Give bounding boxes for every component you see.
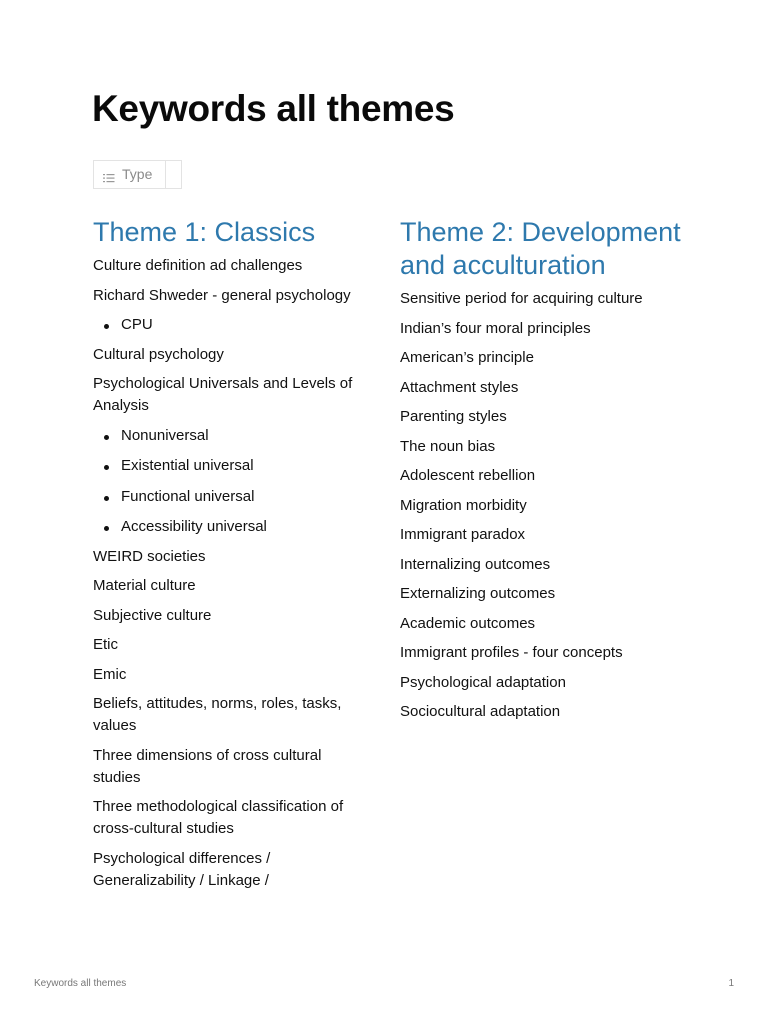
keyword-item: Externalizing outcomes xyxy=(400,585,556,602)
theme-1-column xyxy=(93,216,371,899)
bullet-icon xyxy=(104,435,109,440)
footer-page-number: 1 xyxy=(728,978,734,989)
keyword-item: Emic xyxy=(93,665,127,683)
keyword-item: Indian’s four moral principles xyxy=(400,319,591,337)
keyword-item: Attachment styles xyxy=(400,378,519,396)
keyword-item: Three methodological classification of cross-cultural studies xyxy=(93,798,344,837)
bullet-icon xyxy=(104,496,109,501)
keyword-item: The noun bias xyxy=(400,437,496,455)
bullet-icon xyxy=(104,465,109,470)
keyword-item: Culture definition ad challenges xyxy=(93,257,303,274)
bullet-item-label: Accessibility universal xyxy=(121,518,267,535)
keyword-item: American’s principle xyxy=(400,349,534,366)
keyword-item: Etic xyxy=(93,636,119,653)
keyword-item: Material culture xyxy=(93,577,196,594)
keyword-item: Internalizing outcomes xyxy=(400,555,551,573)
theme-2-column xyxy=(400,216,690,731)
bullet-icon xyxy=(104,324,109,329)
keyword-item: Immigrant profiles - four concepts xyxy=(400,644,623,661)
keyword-item: Immigrant paradox xyxy=(400,526,526,543)
bullet-item-label: Existential universal xyxy=(121,457,254,474)
keyword-item: Three dimensions of cross cultural studies xyxy=(93,746,322,786)
bullet-item-label: Functional universal xyxy=(121,487,255,505)
page-title: Keywords all themes xyxy=(92,88,455,129)
universals-sublist xyxy=(93,425,371,539)
bullet-icon xyxy=(104,526,109,531)
bullet-item xyxy=(93,314,371,336)
keyword-item: Cultural psychology xyxy=(93,345,224,363)
theme-2-heading: Theme 2: Development and acculturation xyxy=(400,217,681,280)
bullet-item-label: CPU xyxy=(121,316,153,333)
keyword-item: Sensitive period for acquiring culture xyxy=(400,290,643,307)
list-icon xyxy=(103,170,115,180)
keyword-item: WEIRD societies xyxy=(93,547,206,565)
type-property-value[interactable] xyxy=(165,161,181,188)
bullet-item xyxy=(93,455,371,477)
shweder-sublist xyxy=(93,314,371,336)
theme-1-heading: Theme 1: Classics xyxy=(93,217,316,247)
footer-doc-title: Keywords all themes xyxy=(34,978,127,989)
keyword-item: Parenting styles xyxy=(400,408,507,425)
bullet-item xyxy=(93,516,371,538)
keyword-item: Subjective culture xyxy=(93,606,212,624)
keyword-item: Richard Shweder - general psychology xyxy=(93,286,351,304)
bullet-item xyxy=(93,425,371,447)
type-property-label: Type xyxy=(122,166,153,182)
bullet-item-label: Nonuniversal xyxy=(121,426,209,444)
keyword-item: Psychological adaptation xyxy=(400,673,566,691)
keyword-item: Beliefs, attitudes, norms, roles, tasks, values xyxy=(93,695,342,734)
bullet-item xyxy=(93,486,371,508)
keyword-item: Academic outcomes xyxy=(400,614,536,632)
keyword-item: Sociocultural adaptation xyxy=(400,703,561,720)
keyword-item: Migration morbidity xyxy=(400,496,527,514)
keyword-item: Psychological differences / Generalizability / Linkage / xyxy=(93,849,271,889)
keyword-item: Adolescent rebellion xyxy=(400,467,536,484)
keyword-item: Psychological Universals and Levels of Analysis xyxy=(93,375,353,414)
type-property[interactable] xyxy=(93,160,182,189)
